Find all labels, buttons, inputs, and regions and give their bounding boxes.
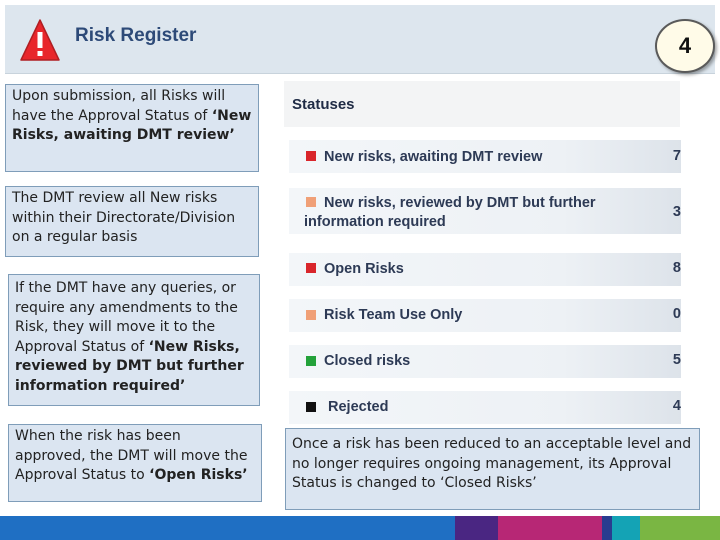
status-color-swatch (306, 402, 316, 412)
page-number-badge: 4 (655, 19, 715, 73)
footer-segment (612, 516, 640, 540)
open-note-text: When the risk has been approved, the DMT will move the Approval Status to (15, 428, 248, 483)
footer-segment (602, 516, 612, 540)
submission-note (5, 84, 259, 172)
review-note-text: The DMT review all New risks within their Directorate/Division on a regular basis (12, 190, 236, 245)
footer-segment (455, 516, 498, 540)
review-note (5, 186, 259, 257)
header-bar (5, 5, 715, 74)
page-title: Risk Register (75, 25, 197, 46)
status-row-open[interactable] (289, 253, 681, 286)
queries-note-text: If the DMT have any queries, or require any amendments to the Risk, they will move it to the Approval Status of (15, 280, 238, 355)
submission-note-status: ‘New Risks, awaiting DMT review’ (12, 107, 252, 143)
open-note (8, 424, 262, 502)
open-note-status: ‘Open Risks’ (149, 467, 248, 483)
status-label-line1: New risks, reviewed by DMT but further (324, 195, 596, 211)
submission-note-text: Upon submission, all Risks will have the Approval Status of (12, 88, 226, 124)
closed-note-status: ‘Closed Risks’ (440, 475, 537, 491)
status-count: 7 (672, 148, 681, 164)
status-label: Risk Team Use Only (324, 307, 463, 323)
status-color-swatch (306, 310, 316, 320)
queries-note (8, 274, 260, 406)
status-row-risk-team[interactable] (289, 299, 681, 332)
status-color-swatch (306, 356, 316, 366)
status-label: Rejected (328, 399, 389, 415)
status-label: Closed risks (324, 353, 411, 369)
queries-note-status: ‘New Risks, reviewed by DMT but further information required’ (15, 338, 244, 394)
footer-segment (640, 516, 720, 540)
status-color-swatch (306, 151, 316, 161)
status-label: New risks, awaiting DMT review (324, 149, 543, 165)
footer-segment (0, 516, 455, 540)
status-color-swatch (306, 263, 316, 273)
status-label-line2: information required (304, 214, 446, 230)
status-count: 3 (672, 204, 681, 220)
footer-color-band (0, 516, 720, 540)
warning-icon (19, 18, 61, 64)
status-count: 8 (672, 260, 681, 276)
status-count: 0 (672, 306, 681, 322)
status-label: Open Risks (324, 261, 404, 277)
closed-note (285, 428, 700, 510)
status-row-new-reviewed[interactable] (289, 188, 681, 234)
closed-note-text: Once a risk has been reduced to an acceptable level and no longer requires ongoing management, its Approval Status is changed to (292, 436, 692, 491)
status-row-closed[interactable] (289, 345, 681, 378)
footer-segment (498, 516, 602, 540)
status-row-new-awaiting[interactable] (289, 140, 681, 173)
status-count: 4 (672, 398, 681, 414)
statuses-heading: Statuses (292, 96, 355, 113)
status-count: 5 (672, 352, 681, 368)
status-row-rejected[interactable] (289, 391, 681, 424)
statuses-header (284, 81, 680, 127)
status-color-swatch (306, 197, 316, 207)
